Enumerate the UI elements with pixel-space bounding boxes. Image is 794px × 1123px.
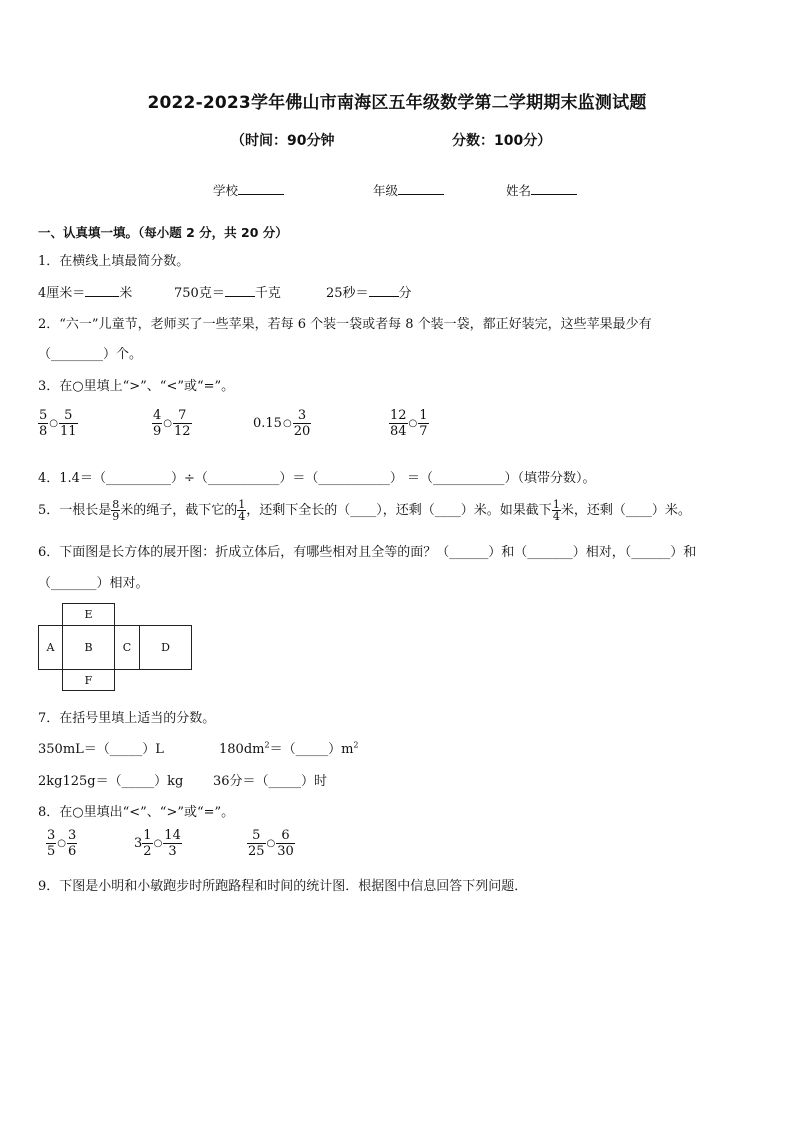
fraction: $\frac{14}{3}$ xyxy=(164,828,181,859)
q3-item-4 xyxy=(389,408,429,439)
q7-item-a: 350mL＝（_____）L xyxy=(38,742,164,757)
school-label: 学校 xyxy=(213,183,239,198)
page-title: 2022-2023学年佛山市南海区五年级数学第二学期期末监测试题 xyxy=(147,93,647,113)
compare-circle: ○ xyxy=(282,418,292,429)
face-f: F xyxy=(62,669,115,691)
compare-circle: ○ xyxy=(153,838,163,849)
q7-item-b: $180dm^2=(\_\_\_\_\_)m^2$ xyxy=(219,740,359,757)
q8-prompt: 8．在○里填出“<”、“>”或“=”。 xyxy=(38,805,235,820)
compare-circle: ○ xyxy=(57,838,67,849)
q6-line2: （_______）相对。 xyxy=(38,576,149,591)
section-heading: 一、认真填一填。（每小题 2 分，共 20 分） xyxy=(38,225,288,240)
q9-text: 9．下图是小明和小敏跑步时所跑路程和时间的统计图．根据图中信息回答下列问题． xyxy=(38,879,528,894)
fraction: $\frac{1}{2}$ xyxy=(143,828,152,859)
name-field xyxy=(506,181,577,199)
cuboid-net-diagram xyxy=(38,603,192,691)
answer-blank xyxy=(369,284,399,297)
q8-item-2: 3 $\frac{1}{2}$ ○ $\frac{14}{3}$ xyxy=(134,828,181,859)
compare-circle: ○ xyxy=(49,418,59,429)
q7-item-d: 36分＝（_____）时 xyxy=(213,774,328,789)
fraction: $\frac{3}{6}$ xyxy=(68,828,77,859)
answer-blank xyxy=(225,284,255,297)
score-label: 分数：100分） xyxy=(452,133,552,149)
fraction: $\frac{1}{4}$ xyxy=(238,498,246,523)
face-a: A xyxy=(38,625,63,670)
q6-line1: 6．下面图是长方体的展开图：折成立体后，有哪些相对且全等的面？（______）和（_______）相对，（______）和 xyxy=(38,545,697,560)
name-label: 姓名 xyxy=(506,183,532,198)
q1-item-c: 25秒＝ 分 xyxy=(326,286,412,301)
fraction: $\frac{7}{12}$ xyxy=(174,408,191,439)
answer-blank xyxy=(85,284,119,297)
q3-item-3: 0.15○ $\frac{3}{20}$ xyxy=(253,408,311,439)
school-blank xyxy=(238,182,284,195)
q8-item-1 xyxy=(46,828,77,859)
fraction: $\frac{8}{9}$ xyxy=(112,498,120,523)
fraction: $\frac{6}{30}$ xyxy=(277,828,294,859)
face-c: C xyxy=(114,625,140,670)
q3-item-1 xyxy=(38,408,78,439)
q7-prompt: 7．在括号里填上适当的分数。 xyxy=(38,711,216,726)
fraction: $\frac{1}{7}$ xyxy=(419,408,428,439)
fraction: $\frac{4}{9}$ xyxy=(153,408,162,439)
q1-item-b: 750克＝ 千克 xyxy=(174,286,281,301)
fraction: $\frac{3}{20}$ xyxy=(293,408,311,439)
face-b: B xyxy=(62,625,115,670)
name-blank xyxy=(531,182,577,195)
compare-circle: ○ xyxy=(266,838,276,849)
q5-text: 5．一根长是 $\frac{8}{9}$ 米的绳子，截下它的 $\frac{1}{4}$ ，还剩下全长的（____），还剩（____）米。如果截下 $\frac{1}{4}$ 米，还剩（____）米。 xyxy=(38,498,691,523)
q8-item-3 xyxy=(247,828,295,859)
q4-text: 4．1.4＝（__________）÷（___________）＝（___________） ＝（___________）（填带分数）。 xyxy=(38,471,596,486)
fraction: $\frac{5}{11}$ xyxy=(60,408,77,439)
q3-prompt: 3．在○里填上“>”、“<”或“=”。 xyxy=(38,379,235,394)
face-e: E xyxy=(62,603,115,626)
q7-item-c: 2kg125g＝（_____）kg xyxy=(38,774,184,789)
q2-line1: 2．“六一”儿童节，老师买了一些苹果，若每 6 个装一袋或者每 8 个装一袋，都正好装完，这些苹果最少有 xyxy=(38,317,652,332)
school-field xyxy=(213,181,284,199)
q1-prompt: 1．在横线上填最简分数。 xyxy=(38,254,190,269)
grade-blank xyxy=(398,182,444,195)
time-label: （时间：90分钟 xyxy=(231,133,335,149)
compare-circle: ○ xyxy=(163,418,173,429)
grade-field xyxy=(373,181,444,199)
fraction: $\frac{5}{8}$ xyxy=(39,408,48,439)
grade-label: 年级 xyxy=(373,183,399,198)
q3-item-2 xyxy=(152,408,192,439)
q2-line2: （________）个。 xyxy=(38,347,143,362)
fraction: $\frac{1}{4}$ xyxy=(552,498,560,523)
face-d: D xyxy=(139,625,192,670)
compare-circle: ○ xyxy=(408,418,418,429)
fraction: $\frac{3}{5}$ xyxy=(47,828,56,859)
fraction: $\frac{12}{84}$ xyxy=(390,408,407,439)
fraction: $\frac{5}{25}$ xyxy=(248,828,265,859)
q1-item-a: 4厘米＝ 米 xyxy=(38,286,133,301)
